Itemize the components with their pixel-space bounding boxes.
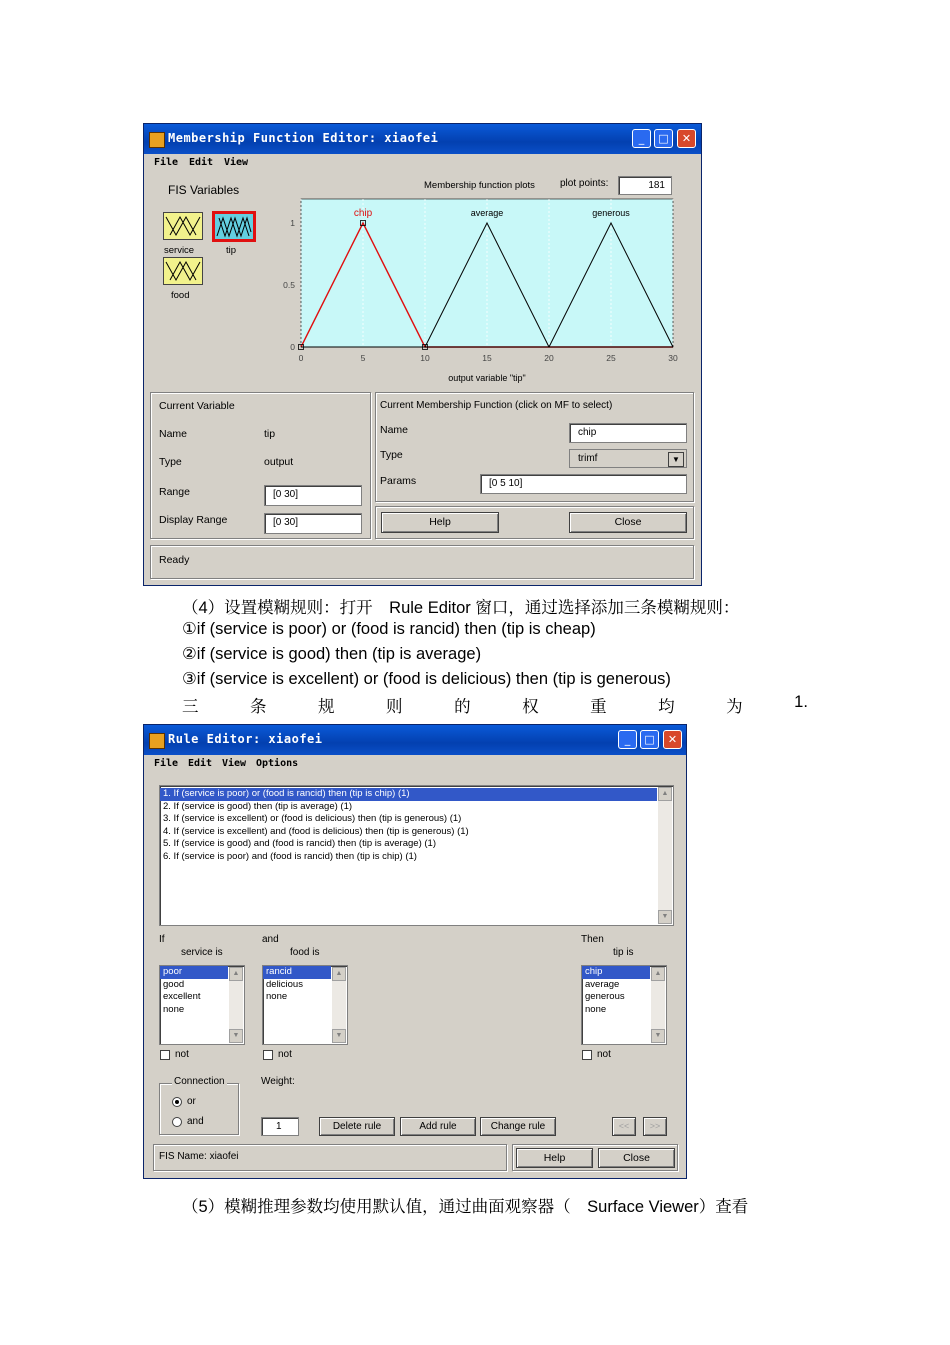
status-bar (150, 545, 694, 579)
scroll-up-icon[interactable]: ▲ (651, 967, 665, 981)
menu-file[interactable]: File (154, 758, 179, 769)
maximize-icon[interactable]: □ (640, 730, 659, 749)
fis-variables-label: FIS Variables (168, 183, 240, 197)
range-input[interactable]: [0 30] (264, 485, 362, 506)
input-food-icon[interactable] (163, 257, 203, 285)
or-radio[interactable] (172, 1097, 182, 1107)
weights-char: 规 (318, 698, 335, 716)
weights-char: 三 (182, 698, 199, 716)
window-title: Rule Editor: xiaofei (168, 732, 323, 746)
mf-name-label: Name (380, 424, 409, 436)
food-label: food is (290, 947, 320, 958)
weights-char: 均 (658, 698, 675, 716)
rule-editor-window (143, 724, 687, 1179)
weights-char: 权 (522, 698, 539, 716)
weight-input[interactable]: 1 (261, 1117, 299, 1136)
rule-1-text: ①if (service is poor) or (food is rancid) then (tip is cheap) (182, 620, 596, 638)
mf-params-label: Params (380, 475, 417, 487)
help-button[interactable]: Help (516, 1148, 593, 1168)
button-panel (375, 506, 694, 539)
x-axis-label: output variable "tip" (448, 373, 526, 383)
plot-points-input[interactable]: 181 (618, 176, 672, 195)
scroll-up-icon[interactable]: ▲ (332, 967, 346, 981)
then-label: Then (581, 934, 604, 945)
dropdown-arrow-icon[interactable]: ▼ (668, 452, 684, 467)
x-tick-label: 5 (360, 353, 366, 363)
menu-view[interactable]: View (224, 157, 249, 168)
mf-type-value: trimf (578, 453, 598, 464)
minimize-icon[interactable]: _ (632, 129, 651, 148)
service-list[interactable] (159, 965, 245, 1045)
x-tick-label: 25 (606, 353, 616, 363)
y-tick-label: 0.5 (283, 280, 295, 290)
mf-params-input[interactable]: [0 5 10] (480, 474, 687, 494)
next-button[interactable]: >> (643, 1117, 667, 1136)
rule-item[interactable]: 5. If (service is good) and (food is rancid) then (tip is average) (1) (163, 838, 436, 849)
type-value: output (264, 456, 294, 468)
x-tick-label: 15 (482, 353, 492, 363)
mf-type-label: Type (380, 449, 403, 461)
x-tick-label: 0 (298, 353, 304, 363)
menu-view[interactable]: View (222, 758, 247, 769)
add-rule-button[interactable]: Add rule (400, 1117, 476, 1136)
maximize-icon[interactable]: □ (654, 129, 673, 148)
service-option[interactable]: none (163, 1003, 185, 1015)
plot-title: Membership function plots (424, 180, 535, 191)
display-range-input[interactable]: [0 30] (264, 513, 362, 534)
food-option[interactable]: delicious (266, 978, 303, 990)
and-label: and (262, 934, 279, 945)
fis-name-text: FIS Name: xiaofei (159, 1151, 239, 1162)
name-value: tip (264, 428, 276, 440)
and-radio[interactable] (172, 1117, 182, 1127)
minimize-icon[interactable]: _ (618, 730, 637, 749)
weights-char: 重 (590, 698, 607, 716)
rule-2-text: ②if (service is good) then (tip is average) (182, 645, 482, 663)
plot-points-label: plot points: (560, 178, 609, 189)
food-not-label: not (278, 1049, 292, 1060)
connection-group (159, 1076, 239, 1135)
weights-char: 的 (454, 698, 471, 716)
rule-button-panel (512, 1144, 678, 1171)
service-option[interactable]: poor (160, 966, 228, 979)
fis-name-bar (153, 1144, 507, 1171)
if-label: If (159, 934, 165, 945)
tip-not-checkbox[interactable] (582, 1050, 592, 1060)
scroll-down-icon[interactable]: ▼ (229, 1029, 243, 1043)
scroll-down-icon[interactable]: ▼ (332, 1029, 346, 1043)
mf-editor-window (143, 123, 702, 586)
change-rule-button[interactable]: Change rule (480, 1117, 556, 1136)
rule-editor-titlebar[interactable] (144, 725, 686, 755)
matlab-logo-icon (149, 132, 165, 148)
menu-bar (144, 755, 686, 773)
menu-edit[interactable]: Edit (188, 758, 213, 769)
weights-char: 为 (726, 698, 743, 716)
mf-type-select[interactable] (569, 449, 687, 468)
rule-item[interactable]: 3. If (service is excellent) or (food is delicious) then (tip is generous) (1) (163, 813, 462, 824)
y-tick-label: 0 (290, 342, 295, 352)
current-mf-panel (375, 392, 694, 502)
mf-plot[interactable] (282, 194, 692, 394)
rule-item[interactable]: 2. If (service is good) then (tip is average) (1) (163, 800, 353, 812)
scroll-up-icon[interactable]: ▲ (658, 787, 672, 801)
previous-button[interactable]: << (612, 1117, 636, 1136)
rule-item[interactable]: 6. If (service is poor) and (food is rancid) then (tip is chip) (1) (163, 850, 417, 862)
output-tip-icon[interactable] (212, 211, 256, 242)
input-service-label: service (164, 245, 195, 256)
service-not-label: not (175, 1049, 189, 1060)
current-variable-panel (150, 392, 371, 539)
weights-char: 1. (794, 693, 808, 711)
output-tip-label: tip (226, 245, 237, 256)
close-button[interactable]: Close (569, 512, 687, 533)
close-icon[interactable]: ✕ (677, 129, 696, 148)
paragraph-5: （5）模糊推理参数均使用默认值，通过曲面观察器（ Surface Viewer）查看 (182, 1198, 749, 1216)
connection-label: Connection (174, 1076, 225, 1087)
mf-label-generous[interactable]: generous (592, 208, 630, 218)
rule-3-text: ③if (service is excellent) or (food is delicious) then (tip is generous) (182, 670, 671, 688)
type-label: Type (159, 456, 182, 468)
paragraph-4: （4）设置模糊规则：打开 Rule Editor 窗口，通过选择添加三条模糊规则： (182, 599, 740, 617)
scroll-up-icon[interactable]: ▲ (229, 967, 243, 981)
tip-not-label: not (597, 1049, 611, 1060)
service-scrollbar[interactable] (229, 967, 243, 1043)
service-option[interactable]: good (163, 978, 185, 990)
menu-file[interactable]: File (154, 157, 179, 168)
close-button[interactable]: Close (598, 1148, 675, 1168)
delete-rule-button[interactable]: Delete rule (319, 1117, 395, 1136)
display-range-label: Display Range (159, 514, 228, 526)
service-not-checkbox[interactable] (160, 1050, 170, 1060)
weights-char: 则 (386, 698, 403, 716)
tip-option[interactable]: chip (582, 966, 650, 979)
matlab-logo-icon (149, 733, 165, 749)
weights-char: 条 (250, 698, 267, 716)
input-food-label: food (171, 290, 190, 301)
food-option[interactable]: rancid (263, 966, 331, 979)
food-scrollbar[interactable] (332, 967, 346, 1043)
weights-text (182, 693, 808, 717)
mf-name-input[interactable]: chip (569, 423, 687, 443)
menu-edit[interactable]: Edit (189, 157, 214, 168)
menu-options[interactable]: Options (256, 758, 299, 769)
tip-list[interactable] (581, 965, 667, 1045)
name-label: Name (159, 428, 188, 440)
rule-item[interactable]: 4. If (service is excellent) and (food is delicious) then (tip is generous) (1) (163, 825, 469, 837)
range-label: Range (159, 486, 190, 498)
x-tick-label: 20 (544, 353, 554, 363)
scroll-down-icon[interactable]: ▼ (651, 1029, 665, 1043)
scroll-down-icon[interactable]: ▼ (658, 910, 672, 924)
food-option[interactable]: none (266, 991, 288, 1002)
mf-editor-titlebar[interactable] (144, 124, 701, 154)
x-tick-label: 30 (668, 353, 678, 363)
input-service-icon[interactable] (163, 212, 203, 240)
food-not-checkbox[interactable] (263, 1050, 273, 1060)
or-label: or (187, 1096, 196, 1107)
tip-option[interactable]: average (585, 978, 620, 990)
x-tick-label: 10 (420, 353, 430, 363)
y-tick-label: 1 (290, 218, 295, 228)
current-variable-header: Current Variable (159, 400, 235, 412)
tip-label: tip is (613, 947, 634, 958)
close-icon[interactable]: ✕ (663, 730, 682, 749)
rules-scrollbar[interactable] (658, 787, 672, 924)
tip-option[interactable]: generous (585, 991, 625, 1002)
tip-scrollbar[interactable] (651, 967, 665, 1043)
service-option[interactable]: excellent (163, 991, 201, 1002)
tip-option[interactable]: none (585, 1003, 607, 1015)
and-radio-label: and (187, 1116, 204, 1127)
current-mf-header: Current Membership Function (click on MF to select) (380, 400, 613, 411)
menu-bar (144, 154, 701, 172)
mf-label-chip[interactable]: chip (353, 208, 373, 219)
status-text: Ready (159, 554, 190, 566)
help-button[interactable]: Help (381, 512, 499, 533)
rule-item[interactable]: 1. If (service is poor) or (food is rancid) then (tip is chip) (1) (160, 788, 657, 801)
food-list[interactable] (262, 965, 348, 1045)
service-label: service is (181, 947, 223, 958)
mf-label-average[interactable]: average (470, 208, 504, 218)
window-title: Membership Function Editor: xiaofei (168, 131, 439, 145)
rules-list[interactable] (159, 785, 674, 926)
weight-label: Weight: (261, 1076, 295, 1087)
